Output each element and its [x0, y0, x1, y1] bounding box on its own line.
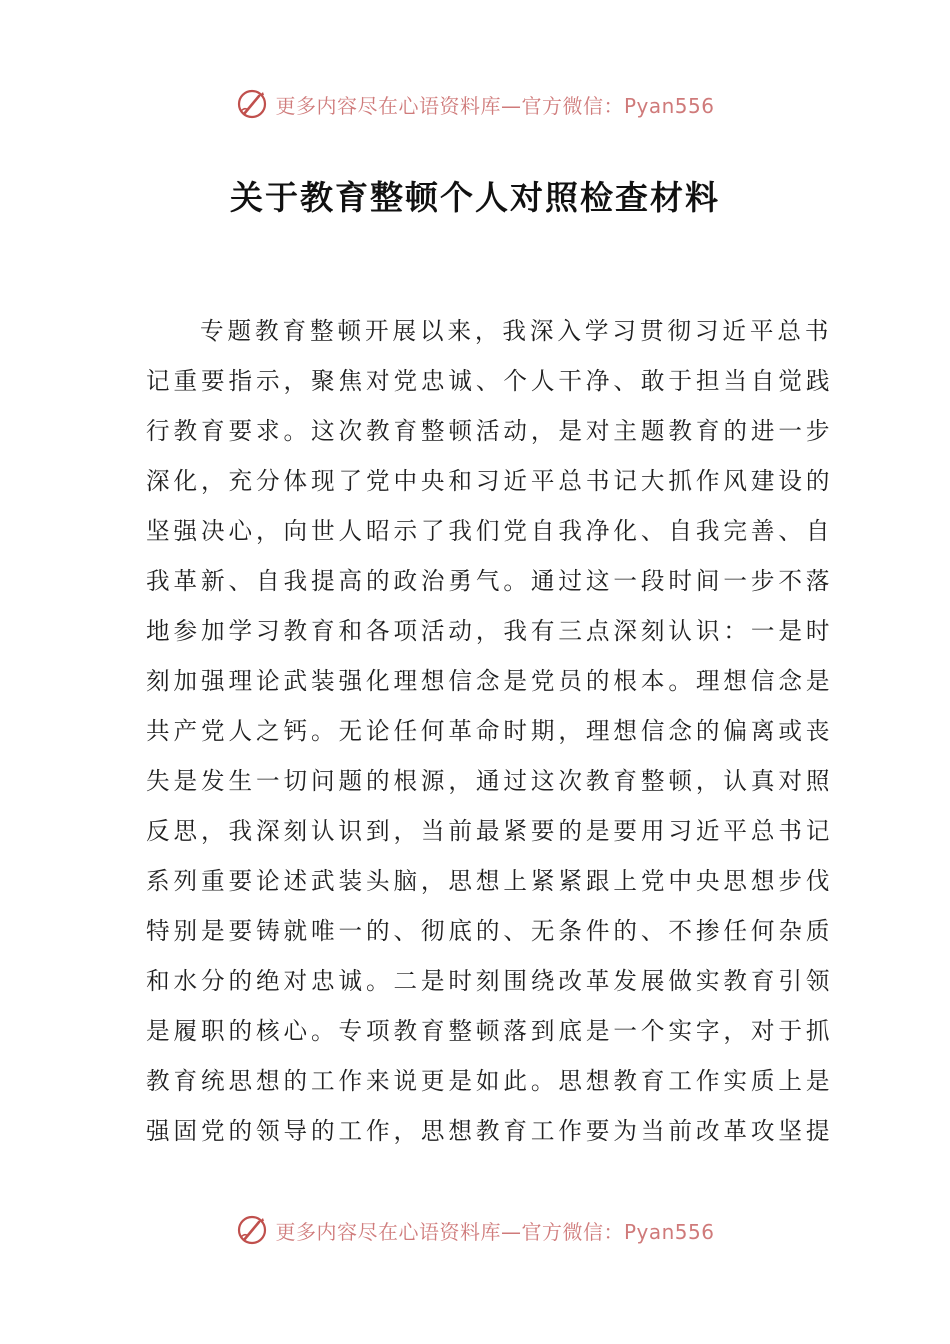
- footer-watermark-banner: [0, 1210, 950, 1250]
- document-body: [146, 306, 834, 1156]
- watermark-text: 更多内容尽在心语资料库—官方微信：Pyan556: [275, 93, 715, 118]
- body-line: 和水分的绝对忠诚。二是时刻围绕改革发展做实教育引领: [146, 967, 834, 995]
- body-line: 坚强决心，向世人昭示了我们党自我净化、自我完善、自: [146, 517, 834, 545]
- body-line: 特别是要铸就唯一的、彻底的、无条件的、不掺任何杂质: [146, 917, 834, 945]
- body-line: 记重要指示，聚焦对党忠诚、个人干净、敢于担当自觉践: [146, 367, 834, 395]
- body-line: 强固党的领导的工作，思想教育工作要为当前改革攻坚提: [146, 1117, 834, 1145]
- body-line: 失是发生一切问题的根源，通过这次教育整顿，认真对照: [146, 767, 834, 795]
- body-line: 地参加学习教育和各项活动，我有三点深刻认识：一是时: [146, 617, 834, 645]
- header-watermark-banner: [0, 84, 950, 124]
- body-line: 教育统思想的工作来说更是如此。思想教育工作实质上是: [146, 1067, 834, 1095]
- body-line: 系列重要论述武装头脑，思想上紧紧跟上党中央思想步伐: [146, 867, 834, 895]
- body-line: 专题教育整顿开展以来，我深入学习贯彻习近平总书: [200, 317, 833, 345]
- body-line: 行教育要求。这次教育整顿活动，是对主题教育的进一步: [146, 417, 834, 445]
- document-title: 关于教育整顿个人对照检查材料: [230, 178, 720, 217]
- body-line: 反思，我深刻认识到，当前最紧要的是要用习近平总书记: [146, 817, 834, 845]
- body-line: 深化，充分体现了党中央和习近平总书记大抓作风建设的: [146, 467, 834, 495]
- body-line: 共产党人之钙。无论任何革命时期，理想信念的偏离或丧: [146, 717, 834, 745]
- pen-circle-logo-icon: [235, 1213, 269, 1247]
- watermark-text: 更多内容尽在心语资料库—官方微信：Pyan556: [275, 1219, 715, 1244]
- pen-circle-logo-icon: [235, 87, 269, 121]
- body-line: 我革新、自我提高的政治勇气。通过这一段时间一步不落: [146, 567, 834, 595]
- body-line: 刻加强理论武装强化理想信念是党员的根本。理想信念是: [146, 667, 834, 695]
- body-line: 是履职的核心。专项教育整顿落到底是一个实字，对于抓: [146, 1017, 834, 1045]
